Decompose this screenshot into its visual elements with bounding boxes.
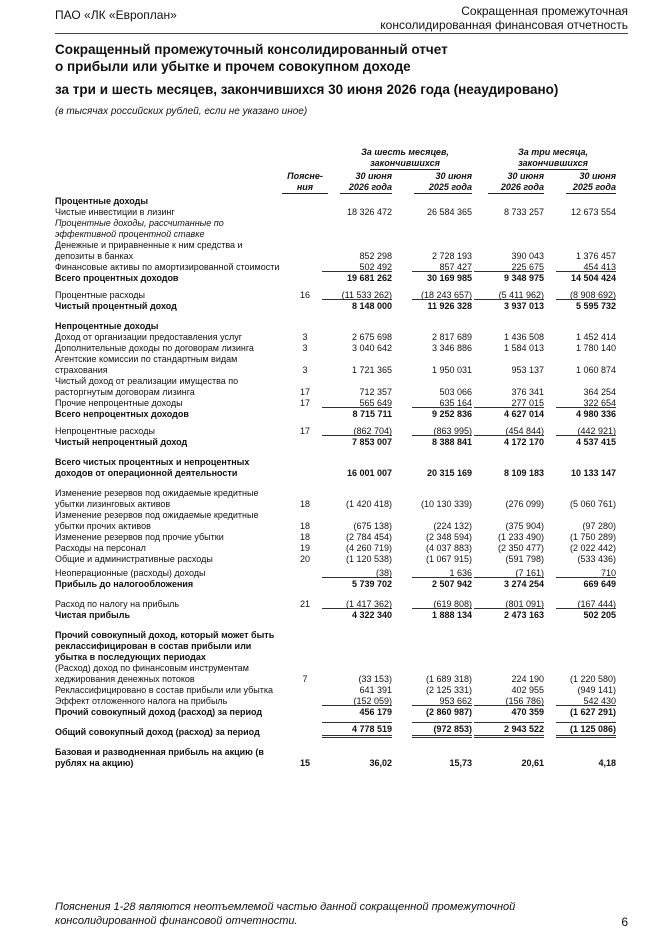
row-value-6m-2025: 11 926 328	[412, 299, 472, 312]
row-note: 3	[302, 343, 308, 353]
total-row	[55, 409, 616, 420]
column-header-6m-2026	[340, 171, 392, 194]
grand-total-row	[55, 724, 616, 738]
six-months-group-header	[340, 147, 470, 169]
row-value-6m-2025: (18 243 657)	[420, 290, 472, 300]
row-value-3m-2025: (949 141)	[577, 685, 616, 695]
row-label: Непроцентные доходы	[55, 321, 159, 331]
row-value-3m-2026: 3 274 254	[474, 577, 544, 590]
row-value-6m-2025: (619 808)	[433, 599, 472, 609]
six-months-group-line-2: закончившихся	[370, 158, 440, 168]
row-value-6m-2026: (152 059)	[353, 696, 392, 706]
table-row	[55, 488, 616, 510]
row-label: Изменение резервов под прочие убытки	[55, 532, 224, 542]
statement-title-line-1: Сокращенный промежуточный консолидированный отчет	[55, 42, 448, 57]
row-value-3m-2026: (591 798)	[505, 554, 544, 564]
row-value-6m-2025: 2 817 689	[431, 332, 472, 342]
row-value-6m-2025: 2 728 193	[431, 251, 472, 261]
row-value-6m-2025: 26 584 365	[426, 207, 472, 217]
total-row	[55, 457, 616, 479]
table-row	[55, 554, 616, 565]
row-note: 3	[302, 365, 308, 375]
statement-subtitle: за три и шесть месяцев, закончившихся 30 июня 2026 года (неаудировано)	[55, 82, 559, 97]
row-value-3m-2025: (8 908 692)	[569, 290, 616, 300]
row-value-3m-2025: (442 921)	[577, 426, 616, 436]
row-label: Чистый процентный доход	[55, 301, 177, 311]
row-value-3m-2025: 454 413	[583, 262, 616, 272]
row-value-6m-2025: 8 388 841	[412, 435, 472, 448]
row-label: Базовая и разводненная прибыль на акцию (в рублях на акцию)	[55, 747, 264, 768]
document-title-line-1: Сокращенная промежуточная	[461, 4, 628, 18]
row-value-3m-2025: 1 780 140	[575, 343, 616, 353]
header-divider	[55, 33, 628, 34]
statement-title	[55, 41, 615, 75]
row-value-6m-2026: 502 492	[359, 262, 392, 272]
column-header-6m-2026-line-2: 2026 года	[348, 181, 392, 192]
table-row	[55, 207, 616, 218]
table-row	[55, 663, 616, 685]
row-value-3m-2025: (2 022 442)	[569, 543, 616, 553]
row-value-6m-2025: (4 037 883)	[425, 543, 472, 553]
row-value-3m-2025: (1 220 580)	[569, 674, 616, 684]
row-value-6m-2025: 2 507 942	[412, 577, 472, 590]
row-label: Чистая прибыль	[55, 610, 130, 620]
row-value-6m-2025: (2 125 331)	[425, 685, 472, 695]
row-value-3m-2026: (156 786)	[505, 696, 544, 706]
total-row	[55, 610, 616, 621]
row-label: Эффект отложенного налога на прибыль	[55, 696, 228, 706]
row-value-3m-2025: 542 430	[583, 696, 616, 706]
row-value-6m-2025: (10 130 339)	[420, 499, 472, 509]
row-label: Общие и административные расходы	[55, 554, 213, 564]
row-value-3m-2025: 10 133 147	[570, 468, 616, 478]
row-value-3m-2026: 953 137	[511, 365, 544, 375]
row-value-3m-2025: (1 125 086)	[556, 722, 616, 738]
row-value-6m-2026: (33 153)	[358, 674, 392, 684]
row-note: 18	[299, 499, 310, 509]
row-value-3m-2026: (454 844)	[505, 426, 544, 436]
column-header-3m-2025-line-1: 30 июня	[579, 171, 616, 181]
row-label: Чистые инвестиции в лизинг	[55, 207, 175, 217]
section-heading-noninterest-income	[55, 321, 616, 332]
row-value-3m-2026: 1 436 508	[503, 332, 544, 342]
table-row	[55, 343, 616, 354]
section-heading-other-comprehensive-income	[55, 630, 616, 663]
row-value-6m-2025: 9 252 836	[412, 407, 472, 420]
row-value-3m-2026: 20,61	[521, 758, 544, 768]
row-value-3m-2025: 364 254	[583, 387, 616, 397]
column-header-note-line-2: ния	[296, 181, 314, 192]
row-label: Прочие непроцентные доходы	[55, 398, 183, 408]
row-value-6m-2026: 7 853 007	[322, 435, 392, 448]
row-value-6m-2025: 635 164	[439, 398, 472, 408]
row-note: 18	[299, 521, 310, 531]
company-name: ПАО «ЛК «Европлан»	[55, 8, 177, 22]
three-months-group-line-2: закончившихся	[518, 158, 588, 168]
row-value-3m-2025: 1 060 874	[575, 365, 616, 375]
row-value-3m-2026: (7 161)	[515, 568, 544, 578]
row-label: Чистый непроцентный доход	[55, 437, 188, 447]
column-header-6m-2025-line-2: 2025 года	[428, 181, 472, 192]
row-value-6m-2026: 16 001 007	[346, 468, 392, 478]
row-value-3m-2025: 1 376 457	[575, 251, 616, 261]
row-value-3m-2026: 2 473 163	[474, 608, 544, 621]
column-header-6m-2026-line-1: 30 июня	[355, 171, 392, 181]
statement-title-line-2: о прибыли или убытке и прочем совокупном доходе	[55, 59, 411, 74]
row-value-3m-2025: (1 627 291)	[556, 705, 616, 718]
row-value-3m-2025: 12 673 554	[570, 207, 616, 217]
column-header-6m-2025	[414, 171, 472, 194]
row-value-6m-2026: 4 778 519	[322, 722, 392, 738]
row-value-6m-2025: 3 346 886	[431, 343, 472, 353]
row-value-3m-2026: (5 411 962)	[498, 290, 544, 300]
row-value-3m-2026: 8 733 257	[503, 207, 544, 217]
row-label: Процентные доходы	[55, 196, 149, 206]
table-row	[55, 532, 616, 543]
row-value-3m-2025: 14 504 424	[556, 271, 616, 284]
row-value-3m-2026: 2 943 522	[474, 722, 544, 738]
row-value-3m-2025: 4 537 415	[556, 435, 616, 448]
row-value-6m-2026: 712 357	[359, 387, 392, 397]
row-value-6m-2026: (675 138)	[353, 521, 392, 531]
row-label: Процентные доходы, рассчитанные по эффективной процентной ставке	[55, 218, 224, 239]
row-value-6m-2026: (1 420 418)	[345, 499, 392, 509]
row-value-3m-2026: 9 348 975	[474, 271, 544, 284]
row-value-6m-2026: 19 681 262	[322, 271, 392, 284]
total-row	[55, 437, 616, 448]
row-label: Прочий совокупный доход, который может быть реклассифицирован в состав прибыли или убытка в последующих периодах	[55, 630, 275, 662]
row-value-3m-2025: (97 280)	[582, 521, 616, 531]
row-value-3m-2026: 277 015	[511, 398, 544, 408]
table-row	[55, 510, 616, 532]
row-value-3m-2026: 470 359	[474, 705, 544, 718]
row-label: Неоперационные (расходы) доходы	[55, 568, 206, 578]
row-label: Всего непроцентных доходов	[55, 409, 189, 419]
row-value-6m-2025: 20 315 169	[426, 468, 472, 478]
row-value-6m-2025: (1 689 318)	[425, 674, 472, 684]
row-note: 17	[299, 426, 310, 436]
total-row	[55, 301, 616, 312]
row-value-6m-2026: 8 715 711	[322, 407, 392, 420]
row-value-3m-2026: 225 675	[511, 262, 544, 272]
row-value-3m-2026: 402 955	[511, 685, 544, 695]
row-note: 7	[302, 674, 308, 684]
row-value-6m-2025: 1 636	[449, 568, 472, 578]
row-value-6m-2026: 4 322 340	[322, 608, 392, 621]
row-note: 21	[299, 599, 310, 609]
column-header-3m-2025-line-2: 2025 года	[572, 181, 616, 192]
document-title-line-2: консолидированная финансовая отчетность	[380, 18, 628, 32]
row-label: Агентские комиссии по стандартным видам страхования	[55, 354, 238, 375]
row-note: 17	[299, 387, 310, 397]
row-value-3m-2026: 8 109 183	[503, 468, 544, 478]
statement-table	[55, 196, 616, 769]
row-value-6m-2025: 1 950 031	[431, 365, 472, 375]
row-value-3m-2025: (167 444)	[577, 599, 616, 609]
row-value-3m-2026: 224 190	[511, 674, 544, 684]
row-value-3m-2025: (1 750 289)	[569, 532, 616, 542]
total-row	[55, 273, 616, 284]
row-label: Непроцентные расходы	[55, 426, 155, 436]
row-value-6m-2026: 18 326 472	[346, 207, 392, 217]
row-value-6m-2025: 953 662	[439, 696, 472, 706]
row-value-6m-2026: (2 784 454)	[345, 532, 392, 542]
total-row	[55, 579, 616, 590]
row-value-6m-2026: (1 417 362)	[345, 599, 392, 609]
row-label: Изменение резервов под ожидаемые кредитные убытки лизинговых активов	[55, 488, 259, 509]
row-label: Доход от организации предоставления услуг	[55, 332, 243, 342]
row-value-3m-2026: (276 099)	[505, 499, 544, 509]
three-months-group-line-1: За три месяца,	[517, 147, 589, 157]
row-value-3m-2025: 669 649	[556, 577, 616, 590]
column-header-note	[282, 171, 328, 194]
row-value-3m-2025: 1 452 414	[575, 332, 616, 342]
row-value-6m-2026: 5 739 702	[322, 577, 392, 590]
row-label: Прочий совокупный доход (расход) за период	[55, 707, 263, 717]
table-row	[55, 376, 616, 398]
row-label: Реклассифицировано в состав прибыли или убытка	[55, 685, 274, 695]
row-value-6m-2026: 456 179	[322, 705, 392, 718]
row-value-6m-2026: 2 675 698	[351, 332, 392, 342]
row-value-3m-2026: 4 627 014	[474, 407, 544, 420]
table-row	[55, 685, 616, 696]
eps-row	[55, 747, 616, 769]
row-value-6m-2025: 30 169 985	[412, 271, 472, 284]
row-value-6m-2025: 1 888 134	[412, 608, 472, 621]
row-label: Процентные расходы	[55, 290, 146, 300]
six-months-group-line-1: За шесть месяцев,	[361, 147, 449, 157]
row-value-3m-2025: 4 980 336	[556, 407, 616, 420]
row-note: 3	[302, 332, 308, 342]
column-header-3m-2025	[566, 171, 616, 194]
row-value-3m-2026: 376 341	[511, 387, 544, 397]
column-header-note-line-1: Поясне-	[287, 171, 323, 181]
row-value-3m-2025: 4,18	[598, 758, 616, 768]
table-row	[55, 543, 616, 554]
row-note: 17	[299, 398, 310, 408]
row-value-3m-2026: (1 233 490)	[497, 532, 544, 542]
row-value-6m-2026: (4 260 719)	[345, 543, 392, 553]
row-note: 15	[299, 758, 310, 768]
table-row	[55, 332, 616, 343]
footer-note: Пояснения 1-28 являются неотъемлемой частью данной сокращенной промежуточной консолидированной финансовой отчетности.	[55, 901, 516, 927]
row-value-3m-2026: (2 350 477)	[497, 543, 544, 553]
row-value-6m-2025: 15,73	[449, 758, 472, 768]
row-value-6m-2026: (38)	[375, 568, 392, 578]
row-value-3m-2025: 502 205	[556, 608, 616, 621]
page-number: 6	[621, 915, 628, 929]
table-row	[55, 354, 616, 376]
row-label: Изменение резервов под ожидаемые кредитные убытки прочих активов	[55, 510, 259, 531]
row-value-6m-2025: (863 995)	[433, 426, 472, 436]
row-value-6m-2026: 565 649	[359, 398, 392, 408]
document-title	[380, 4, 628, 32]
row-label: Денежные и приравненные к ним средства и депозиты в банках	[55, 240, 243, 261]
row-note: 19	[299, 543, 310, 553]
row-label: Чистый доход от реализации имущества по расторгнутым договорам лизинга	[55, 376, 239, 397]
column-header-6m-2025-line-1: 30 июня	[435, 171, 472, 181]
row-value-6m-2026: 852 298	[359, 251, 392, 261]
row-value-6m-2025: 503 066	[439, 387, 472, 397]
row-value-6m-2025: (224 132)	[433, 521, 472, 531]
row-value-3m-2025: (533 436)	[577, 554, 616, 564]
row-value-3m-2026: 390 043	[511, 251, 544, 261]
units-note: (в тысячах российских рублей, если не указано иное)	[55, 106, 308, 117]
row-label: Всего процентных доходов	[55, 273, 179, 283]
three-months-group-header	[488, 147, 618, 169]
column-header-3m-2026	[488, 171, 544, 194]
total-row	[55, 707, 616, 718]
row-value-3m-2025: 5 595 732	[556, 299, 616, 312]
row-label: Расходы на персонал	[55, 543, 146, 553]
row-value-3m-2026: 4 172 170	[474, 435, 544, 448]
row-value-6m-2026: (862 704)	[353, 426, 392, 436]
row-label: Всего чистых процентных и непроцентных доходов от операционной деятельности	[55, 457, 250, 478]
row-value-6m-2026: 1 721 365	[351, 365, 392, 375]
row-value-6m-2026: 36,02	[369, 758, 392, 768]
column-header-3m-2026-line-2: 2026 года	[500, 181, 544, 192]
row-value-3m-2026: 1 584 013	[503, 343, 544, 353]
row-note: 16	[299, 290, 310, 300]
row-label: Дополнительные доходы по договорам лизинга	[55, 343, 254, 353]
row-note: 20	[299, 554, 310, 564]
row-label: (Расход) доход по финансовым инструментам хеджирования денежных потоков	[55, 663, 249, 684]
table-row	[55, 240, 616, 262]
row-note: 18	[299, 532, 310, 542]
row-value-3m-2025: (5 060 761)	[569, 499, 616, 509]
row-value-6m-2026: 641 391	[359, 685, 392, 695]
row-label: Расход по налогу на прибыль	[55, 599, 180, 609]
row-label: Общий совокупный доход (расход) за период	[55, 727, 260, 737]
row-value-6m-2026: (11 533 262)	[341, 290, 392, 300]
row-value-3m-2026: 3 937 013	[474, 299, 544, 312]
column-header-3m-2026-line-1: 30 июня	[507, 171, 544, 181]
row-value-3m-2025: 710	[600, 568, 616, 578]
section-heading-interest-income	[55, 196, 616, 207]
row-value-6m-2025: 857 427	[439, 262, 472, 272]
row-value-3m-2026: (375 904)	[505, 521, 544, 531]
row-label: Финансовые активы по амортизированной стоимости	[55, 262, 280, 272]
row-value-6m-2026: 3 040 642	[351, 343, 392, 353]
row-value-6m-2025: (2 348 594)	[425, 532, 472, 542]
row-label: Прибыль до налогообложения	[55, 579, 194, 589]
row-value-6m-2026: 8 148 000	[322, 299, 392, 312]
row-value-3m-2025: 322 654	[583, 398, 616, 408]
subheading-effective-rate	[55, 218, 616, 240]
row-value-3m-2026: (801 091)	[505, 599, 544, 609]
row-value-6m-2025: (2 860 987)	[412, 705, 472, 718]
row-value-6m-2025: (972 853)	[412, 722, 472, 738]
row-value-6m-2026: (1 120 538)	[345, 554, 392, 564]
row-value-6m-2025: (1 067 915)	[425, 554, 472, 564]
